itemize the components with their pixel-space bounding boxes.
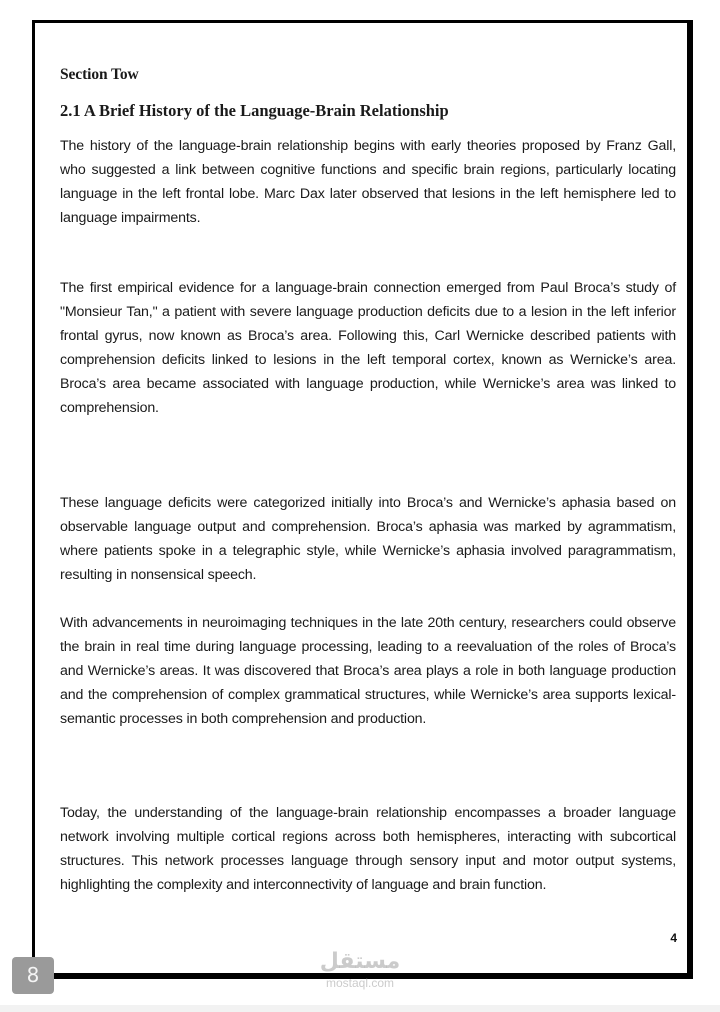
section-label: Section Tow bbox=[60, 66, 139, 83]
watermark-logo-text: مستقل bbox=[319, 949, 401, 974]
image-index-badge[interactable]: 8 bbox=[12, 957, 54, 994]
paragraph-neuroimaging: With advancements in neuroimaging techniques in the late 20th century, researchers could observe the brain in real time during language processing, leading to a reevaluation of the roles of Broca’s and Wernicke’s areas. It was discovered that Broca’s area plays a role in both language production and the comprehension of complex grammatical structures, while Wernicke’s area supports lexical-semantic processes in both comprehension and production. bbox=[60, 615, 676, 727]
paragraph-broca-wernicke: The first empirical evidence for a language-brain connection emerged from Paul Broca’s study of "Monsieur Tan," a patient with severe language production deficits due to a lesion in the left inferior frontal gyrus, now known as Broca’s area. Following this, Carl Wernicke described patients with comprehension deficits linked to lesions in the left temporal cortex, known as Wernicke’s area. Broca’s area became associated with language production, while Wernicke’s area was linked to comprehension. bbox=[60, 280, 676, 416]
paragraph-modern-understanding: Today, the understanding of the language-brain relationship encompasses a broader language network involving multiple cortical regions across both hemispheres, interacting with subcortical structures. This network processes language through sensory input and motor output systems, highlighting the complexity and interconnectivity of language and brain function. bbox=[60, 805, 676, 893]
paragraph-aphasia-types: These language deficits were categorized initially into Broca’s and Wernicke’s aphasia based on observable language output and comprehension. Broca’s aphasia was marked by agrammatism, where patients spoke in a telegraphic style, while Wernicke’s aphasia involved paragrammatism, resulting in nonsensical speech. bbox=[60, 495, 676, 583]
watermark-domain: mostaql.com bbox=[325, 976, 395, 990]
section-heading: 2.1 A Brief History of the Language-Brain Relationship bbox=[60, 101, 449, 120]
paragraph-history-origins: The history of the language-brain relationship begins with early theories proposed by Franz Gall, who suggested a link between cognitive functions and specific brain regions, particularly locating language in the left frontal lobe. Marc Dax later observed that lesions in the left hemisphere led to language impairments. bbox=[60, 138, 676, 226]
viewer-bottom-strip bbox=[0, 1005, 720, 1012]
page-number: 4 bbox=[670, 931, 677, 945]
